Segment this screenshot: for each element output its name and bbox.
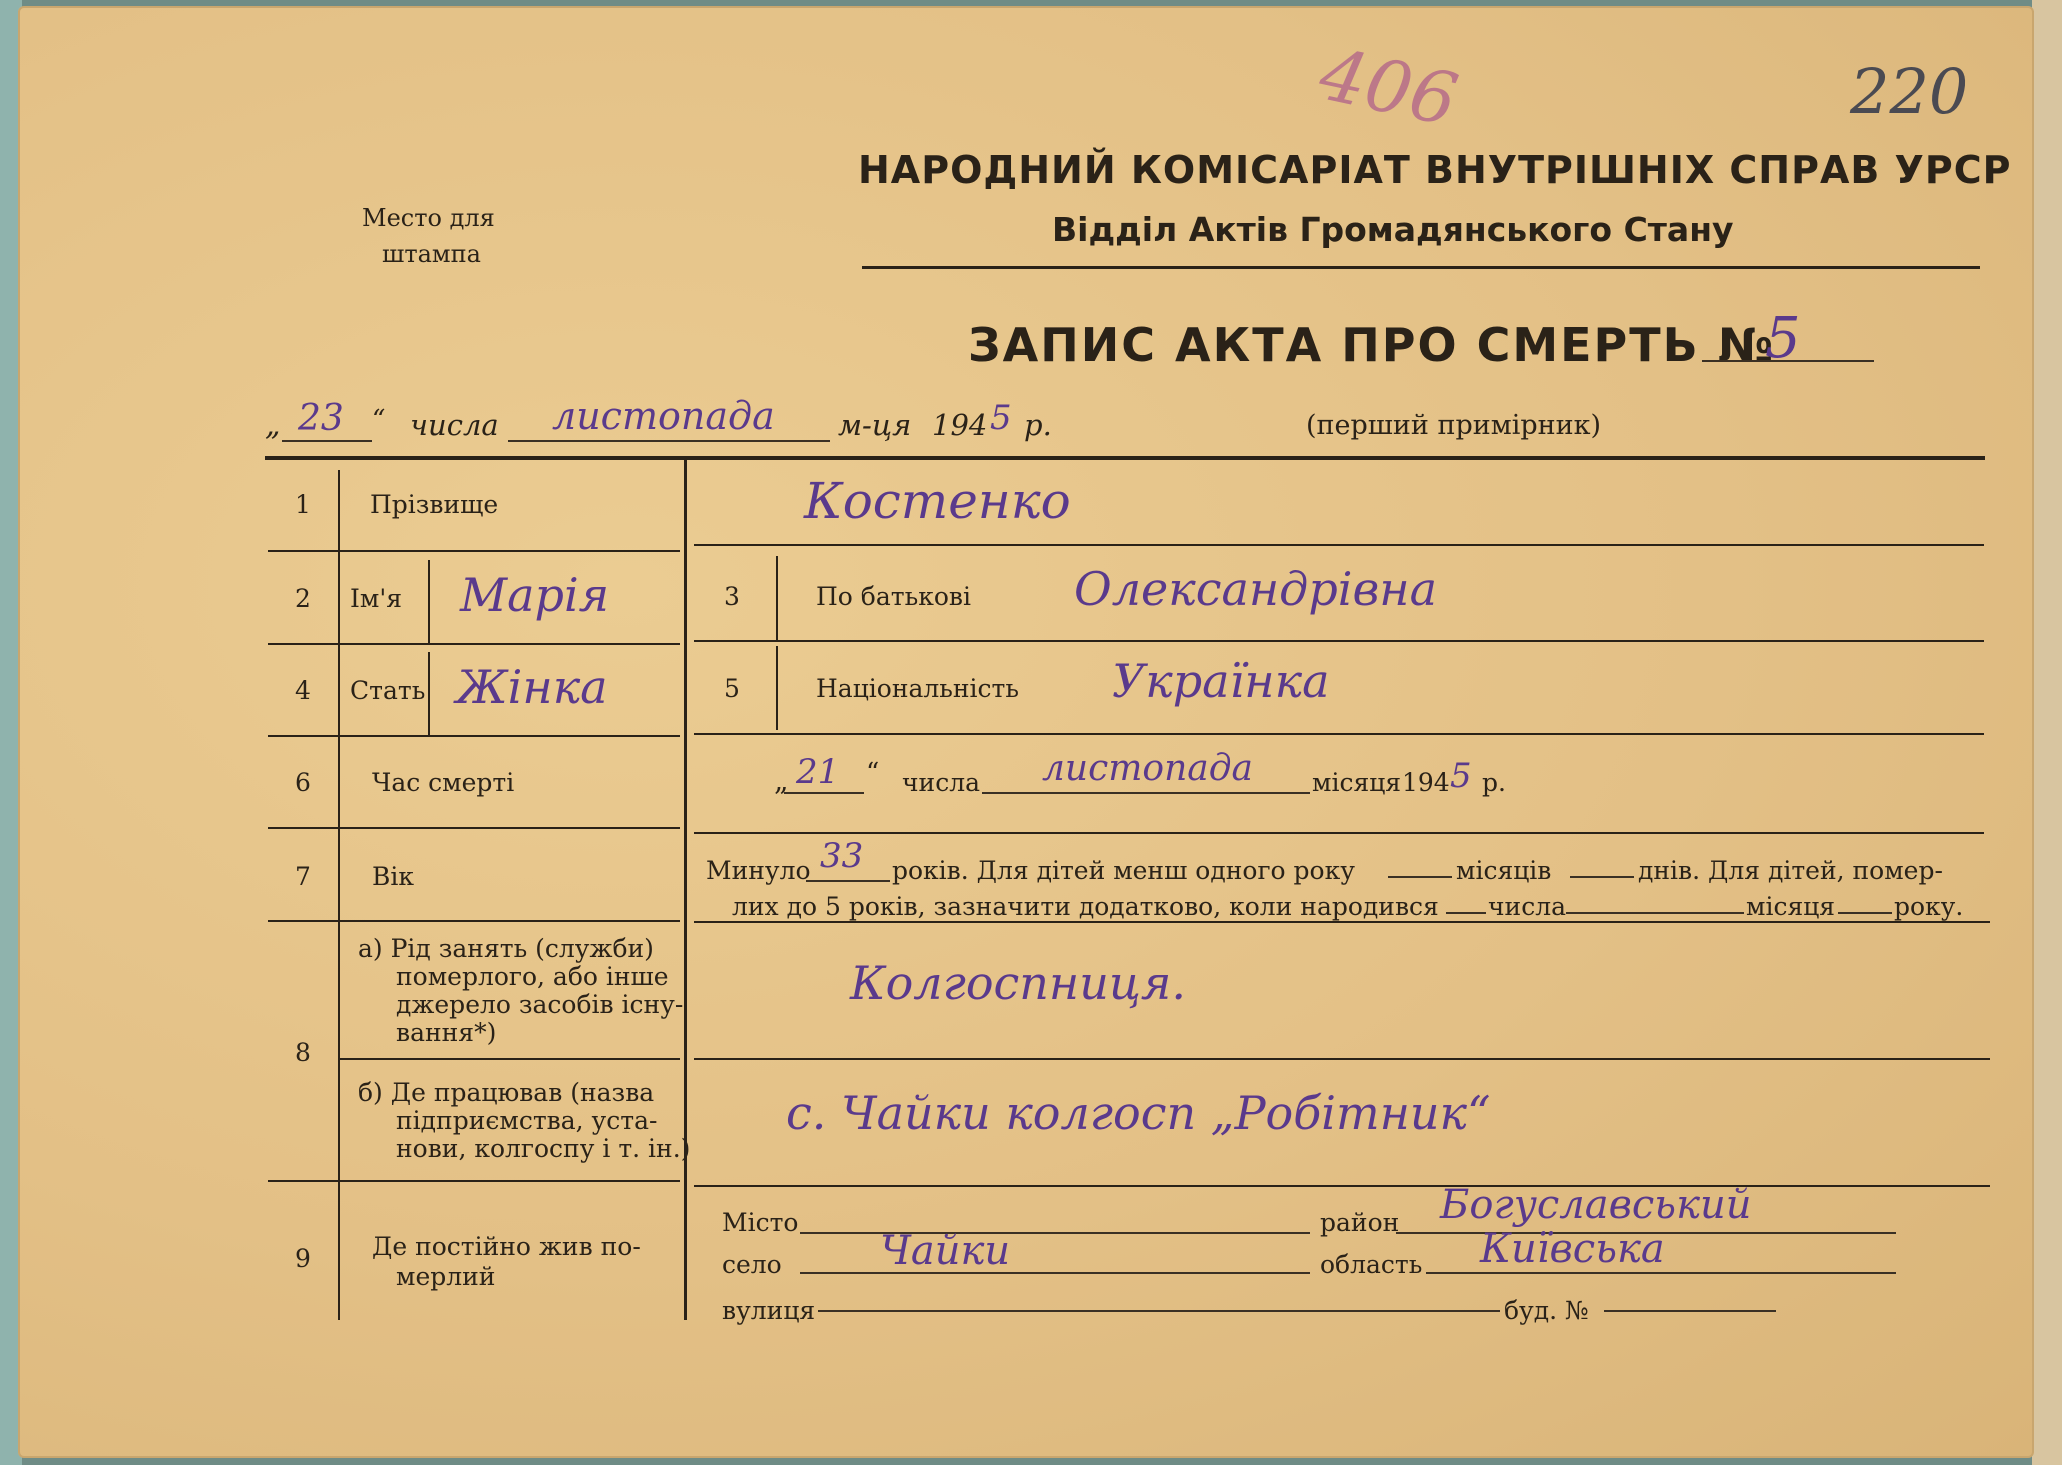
death-year-printed: 194 <box>1402 768 1450 797</box>
age-years-line <box>806 880 890 882</box>
background-sheet-right <box>2032 0 2062 1465</box>
age-line1-d: днів. Для дітей, помер- <box>1638 856 1943 885</box>
row-num-1: 1 <box>295 490 311 519</box>
stamp-place-line2: штампа <box>382 240 481 268</box>
occupation-value: Колгоспниця. <box>850 956 1187 1010</box>
record-date-year-suffix: р. <box>1024 408 1052 442</box>
first-name-label: Ім'я <box>350 584 402 613</box>
death-month-word: місяця <box>1312 768 1402 797</box>
record-date-year-printed: 194 <box>932 408 988 442</box>
street-line <box>818 1310 1500 1312</box>
nationality-col-divider <box>776 646 778 730</box>
death-day-value: 21 <box>796 752 840 792</box>
occupation-label-4: вання*) <box>396 1018 497 1047</box>
nationality-value: Українка <box>1112 654 1330 708</box>
record-title: ЗАПИС АКТА ПРО СМЕРТЬ № <box>968 318 1776 372</box>
residence-label-1: Де постійно жив по- <box>372 1232 641 1261</box>
age-line1-b: років. Для дітей менш одного року <box>892 856 1355 885</box>
raion-value: Богуславський <box>1440 1182 1752 1228</box>
house-label: буд. № <box>1504 1296 1589 1325</box>
row-sep-5 <box>268 920 680 922</box>
ministry-header: НАРОДНИЙ КОМІСАРІАТ ВНУТРІШНІХ СПРАВ УРСР <box>858 148 2012 192</box>
record-date-year-hand: 5 <box>990 398 1012 438</box>
death-year-suffix: р. <box>1482 768 1506 797</box>
table-top-rule <box>265 456 1985 460</box>
record-date-day: 23 <box>298 398 344 439</box>
age-line2-b: числа <box>1488 892 1566 921</box>
row-sep-8a-right <box>694 1058 1990 1060</box>
age-line1-a: Минуло <box>706 856 811 885</box>
death-month-value: листопада <box>1042 748 1254 789</box>
row-num-6: 6 <box>295 768 311 797</box>
name-col-divider <box>428 560 430 644</box>
city-label: Місто <box>722 1208 799 1237</box>
row-sep-3-right <box>694 733 1984 735</box>
record-number-line <box>1702 360 1874 362</box>
death-day-word: числа <box>902 768 980 797</box>
archive-number-b: 220 <box>1850 55 1969 128</box>
house-line <box>1604 1310 1776 1312</box>
row-num-7: 7 <box>295 862 311 891</box>
age-months-line <box>1388 876 1452 878</box>
record-date-day-word: числа <box>410 408 499 442</box>
oblast-label: область <box>1320 1250 1423 1279</box>
row-sep-6 <box>268 1180 680 1182</box>
age-label: Вік <box>372 862 414 891</box>
stamp-place-line1: Место для <box>362 204 495 232</box>
death-time-label: Час смерті <box>372 768 515 797</box>
death-day-line <box>784 792 864 794</box>
workplace-label-1: б) Де працював (назва <box>358 1078 655 1107</box>
age-line2-c: місяця <box>1746 892 1836 921</box>
age-birth-month-line <box>1566 912 1744 914</box>
street-label: вулиця <box>722 1296 816 1325</box>
copy-note: (перший примірник) <box>1306 410 1602 441</box>
row-sep-8a <box>340 1058 680 1060</box>
department-header: Відділ Актів Громадянського Стану <box>1052 210 1734 249</box>
record-number: 5 <box>1765 306 1801 371</box>
oblast-line <box>1426 1272 1896 1274</box>
record-date-day-line <box>282 440 372 442</box>
record-date-open-quote: „ <box>265 408 281 443</box>
nationality-label: Національність <box>816 674 1019 703</box>
death-year-hand: 5 <box>1450 756 1472 796</box>
age-birth-day-line <box>1446 912 1486 914</box>
patronymic-label: По батькові <box>816 582 971 611</box>
row-num-9: 9 <box>295 1244 311 1273</box>
row-num-2: 2 <box>295 584 311 613</box>
row-sep-2-right <box>694 640 1984 642</box>
row-sep-4 <box>268 827 680 829</box>
row-sep-5-right <box>694 921 1990 923</box>
row-sep-6-right <box>694 1185 1990 1187</box>
raion-label: район <box>1320 1208 1400 1237</box>
archive-number-a: 406 <box>1312 31 1465 143</box>
oblast-value: Київська <box>1480 1226 1665 1272</box>
surname-value: Костенко <box>804 472 1071 530</box>
record-date-month: листопада <box>552 394 775 438</box>
sex-value: Жінка <box>456 660 608 714</box>
row-num-5: 5 <box>724 674 740 703</box>
row-sep-1 <box>268 550 680 552</box>
city-line <box>800 1232 1310 1234</box>
header-underline <box>862 266 1980 269</box>
sex-label: Стать <box>350 676 426 705</box>
row-sep-2 <box>268 643 680 645</box>
record-date-month-line <box>508 440 830 442</box>
village-label: село <box>722 1250 782 1279</box>
record-date-close-quote: “ <box>372 405 386 435</box>
residence-label-2: мерлий <box>396 1262 496 1291</box>
occupation-label-2: померлого, або інше <box>396 962 669 991</box>
table-col-divider-2 <box>684 460 687 1320</box>
patronymic-col-divider <box>776 556 778 640</box>
death-date-open-quote: „ <box>774 764 789 797</box>
row-sep-4-right <box>694 832 1984 834</box>
age-line2-d: року. <box>1894 892 1964 921</box>
death-date-close-quote: “ <box>866 758 880 788</box>
table-col-divider-1 <box>338 470 340 1320</box>
row-sep-3 <box>268 735 680 737</box>
patronymic-value: Олександрівна <box>1074 562 1437 616</box>
death-month-line <box>982 792 1310 794</box>
surname-label: Прізвище <box>370 490 499 519</box>
record-date-month-word: м-ця <box>838 408 912 442</box>
age-years-value: 33 <box>820 836 864 876</box>
row-num-4: 4 <box>295 676 311 705</box>
row-num-3: 3 <box>724 582 740 611</box>
sex-col-divider <box>428 652 430 736</box>
age-line2-a: лих до 5 років, зазначити додатково, коли народився <box>732 892 1439 921</box>
age-birth-year-line <box>1838 912 1892 914</box>
age-days-line <box>1570 876 1634 878</box>
workplace-label-3: нови, колгоспу і т. ін.) <box>396 1134 691 1163</box>
village-value: Чайки <box>880 1228 1011 1274</box>
workplace-value: с. Чайки колгосп „Робітник“ <box>786 1086 1491 1140</box>
occupation-label-3: джерело засобів існу- <box>396 990 684 1019</box>
first-name-value: Марія <box>460 568 610 622</box>
row-num-8: 8 <box>295 1038 311 1067</box>
occupation-label-1: а) Рід занять (служби) <box>358 934 654 963</box>
workplace-label-2: підприємства, уста- <box>396 1106 658 1135</box>
age-line1-c: місяців <box>1456 856 1552 885</box>
row-sep-1-right <box>694 544 1984 546</box>
village-line <box>800 1272 1310 1274</box>
